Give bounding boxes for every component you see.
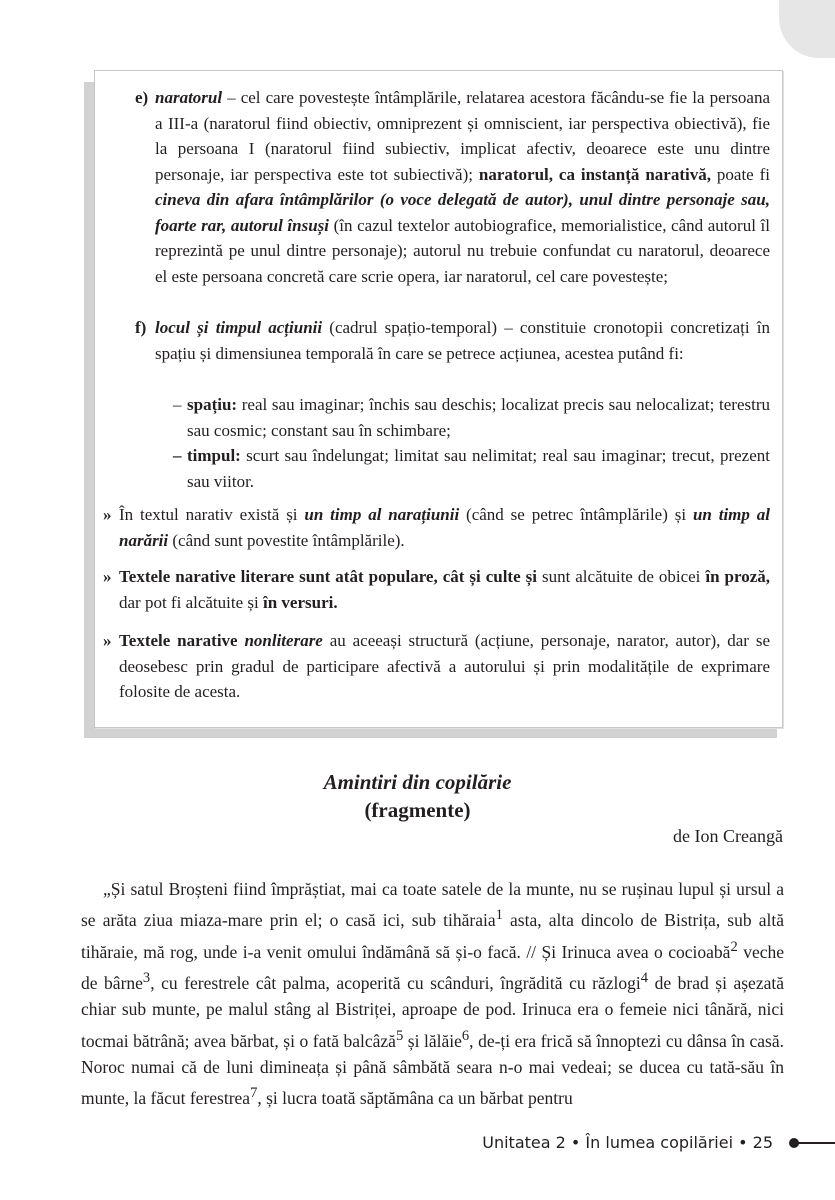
- footnote-ref-1: 1: [495, 907, 503, 924]
- item-e-part1: – cel care povestește întâmplările, relatarea acestora făcându-se fie la persoana a III-a (naratorul fiind obiectiv, omniprezent și omniscient, iar perspectiva obiectivă), fie la persoana I (naratorul fiind subiectiv, implicat afectiv, deoarece este unu dintre personaje, iar perspectiva este tot subiectivă);: [155, 88, 770, 184]
- excerpt-part6: și lălăie: [403, 1030, 462, 1051]
- item-e-part2: poate fi: [710, 164, 771, 184]
- sub2-dash: –: [173, 446, 182, 465]
- theory-box: [94, 70, 783, 728]
- item-f-text: [155, 315, 770, 366]
- footnote-ref-4: 4: [640, 969, 649, 986]
- excerpt-part3: veche de bârne: [81, 941, 784, 993]
- excerpt-part7: , de-ți era frică să înnoptezi cu dânsa în casă. Noroc numai că de luni dimineața și până sâmbătă seara n-o mai vedeai; se ducea cu tată-său în munte, la făcut ferestrea: [81, 1030, 784, 1108]
- footnote-ref-6: 6: [461, 1027, 470, 1044]
- item-e-label: e): [135, 88, 149, 107]
- bullet2-bold3: în versuri.: [262, 592, 338, 612]
- item-e-text: [155, 85, 770, 289]
- footer-rule: [797, 1142, 835, 1144]
- sub-timpul: [187, 443, 770, 494]
- bullet1-part3: (când sunt povestite întâmplările).: [168, 530, 405, 550]
- item-f-part1: (cadrul spațio-temporal) – constituie cronotopii concretizați în spațiu și dimensiunea temporală în care se petrece acțiunea, acestea putând fi:: [155, 318, 770, 363]
- item-f-term: locul și timpul acțiunii: [155, 318, 323, 337]
- bullet1-bolditalic2: un timp al narării: [119, 505, 770, 550]
- bullet3-bold1: Textele narative: [119, 631, 245, 650]
- footnote-ref-3: 3: [142, 969, 151, 986]
- excerpt-part8: , și lucra toată săptămâna ca un bărbat pentru: [257, 1087, 573, 1108]
- bullet3-text: [119, 628, 770, 705]
- excerpt-part1: „Și satul Broșteni fiind împrăștiat, mai ca toate satele de la munte, nu se rușinau lupul și ursul a se arăta ziua miaza-mare prin el; o casă ici, sub tihăraia: [81, 879, 784, 931]
- page-corner-tab: [779, 0, 835, 58]
- item-e-bolditalic1: cineva din afara întâmplărilor (o voce delegată de autor), unul dintre personaje sau, foarte rar, autorul însuși: [155, 190, 770, 235]
- sub1-dash: –: [173, 395, 182, 414]
- excerpt-body: [81, 876, 784, 1111]
- item-e-bold1: naratorul, ca instanță narativă,: [478, 164, 711, 184]
- bullet1-marker: »: [103, 505, 112, 524]
- bullet3-part1: au aceeași structură (acțiune, personaje, narator, autor), dar se deosebesc prin gradul de participare afectivă a autorului și prin modalitățile de exprimare folosite de acesta.: [119, 631, 770, 701]
- bullet2-bold2: în proză,: [705, 567, 771, 586]
- sub-spatiu-label: spațiu:: [187, 395, 238, 414]
- bullet3-bolditalic1: nonliterare: [244, 631, 323, 650]
- sub-spatiu-text: real sau imaginar; închis sau deschis; localizat precis sau nelocalizat; terestru sau cosmic; constant sau în schimbare;: [187, 395, 770, 440]
- item-f-label: f): [135, 318, 147, 337]
- bullet2-part2: dar pot fi alcătuite și: [119, 592, 263, 612]
- item-e-term: naratorul: [155, 88, 223, 107]
- page-footer: Unitatea 2 • În lumea copilăriei • 25: [482, 1133, 773, 1152]
- footnote-ref-7: 7: [250, 1085, 258, 1102]
- bullet2-part1: sunt alcătuite de obicei: [536, 567, 706, 586]
- sub-timpul-text: scurt sau îndelungat; limitat sau nelimitat; real sau imaginar; trecut, prezent sau viitor.: [187, 446, 770, 491]
- excerpt-part2: asta, alta dincolo de Bistrița, sub altă tihăraie, mă rog, unde i-a venit omului îndămână să și-o facă. // Și Irinuca avea o cocioabă: [81, 910, 784, 962]
- bullet1-text: [119, 502, 770, 553]
- bullet1-bolditalic1: un timp al narațiunii: [304, 505, 460, 524]
- excerpt-subtitle: (fragmente): [364, 798, 471, 822]
- excerpt-author: de Ion Creangă: [673, 826, 783, 846]
- sub-timpul-label: timpul:: [187, 446, 241, 465]
- bullet3-marker: »: [103, 631, 112, 650]
- excerpt-part4: , cu ferestrele cât palma, acoperită cu scânduri, îngrădită cu răzlogi: [150, 972, 641, 993]
- bullet2-marker: »: [103, 567, 112, 586]
- bullet1-part2: (când se petrec întâmplările) și: [459, 505, 693, 524]
- excerpt-part5: de brad și așezată chiar sub munte, pe malul stâng al Bistriței, aproape de pod. Irinuca era o femeie nici tânără, nici tocmai bătrână; avea bărbat, și o fată balcâză: [81, 972, 784, 1051]
- footnote-ref-5: 5: [395, 1027, 404, 1044]
- bullet2-text: [119, 564, 770, 615]
- bullet1-part1: În textul narativ există și: [119, 505, 305, 524]
- excerpt-title: Amintiri din copilărie: [323, 770, 512, 794]
- sub-spatiu: [187, 392, 770, 443]
- bullet2-bold1: Textele narative literare sunt atât populare, cât și culte și: [119, 567, 537, 586]
- footnote-ref-2: 2: [730, 938, 738, 955]
- item-e-part3: (în cazul textelor autobiografice, memorialistice, când autorul îl reprezintă pe unul dintre personaje); autorul nu trebuie confundat cu naratorul, deoarece el este persoana concretă care scrie opera, iar naratorul, cel care povestește;: [155, 215, 770, 286]
